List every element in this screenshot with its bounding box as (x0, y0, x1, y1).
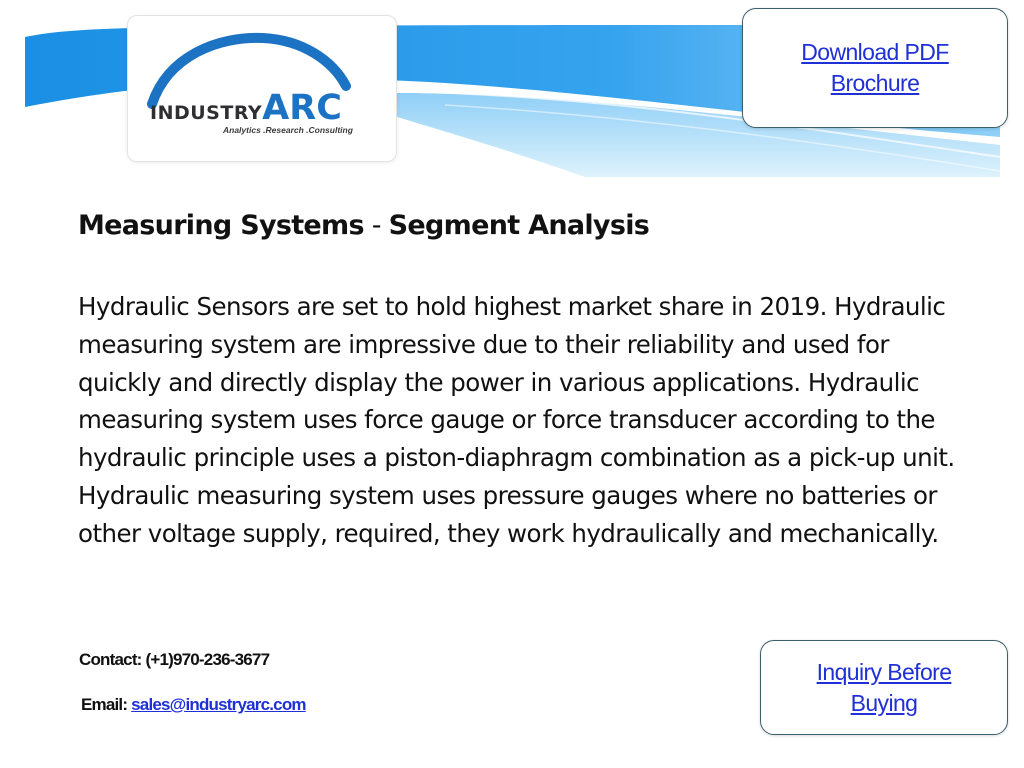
logo-arc-text: ARC (262, 88, 342, 128)
contact-phone: (+1)970-236-3677 (145, 650, 270, 669)
logo-wordmark (150, 88, 342, 128)
logo-tagline: Analytics .Research .Consulting (223, 125, 353, 135)
download-pdf-brochure-link[interactable] (785, 37, 965, 99)
download-label-line1: Download PDF (801, 39, 949, 65)
heading-subtitle: Segment Analysis (388, 210, 650, 241)
contact-info (79, 650, 269, 670)
logo-industry-text: INDUSTRY (150, 102, 263, 124)
inquiry-label-line1: Inquiry Before (816, 658, 952, 685)
download-pdf-brochure-button[interactable] (742, 8, 1008, 128)
inquiry-before-buying-link[interactable] (799, 657, 969, 719)
company-logo (127, 15, 397, 162)
heading-topic: Measuring Systems (78, 210, 364, 241)
email-info (81, 695, 306, 715)
heading-separator: - (363, 210, 389, 241)
inquiry-label-line2: Buying (850, 689, 918, 716)
email-link[interactable]: sales@industryarc.com (131, 695, 306, 714)
email-label: Email: (81, 695, 132, 714)
section-heading (78, 210, 649, 241)
inquiry-before-buying-button[interactable] (760, 640, 1008, 735)
contact-label: Contact: (79, 650, 146, 669)
download-label-line2: Brochure (830, 70, 920, 96)
analysis-paragraph: Hydraulic Sensors are set to hold highest market share in 2019. Hydraulic measuring system are impressive due to their reliability and used for quickly and directly display the power in various applications. Hydraulic measuring system uses force gauge or force transducer according to the hydraulic principle uses a piston-diaphragm combination as a pick-up unit. Hydraulic measuring system uses pressure gauges where no batteries or other voltage supply, required, they work hydraulically and mechanically. (78, 292, 955, 548)
